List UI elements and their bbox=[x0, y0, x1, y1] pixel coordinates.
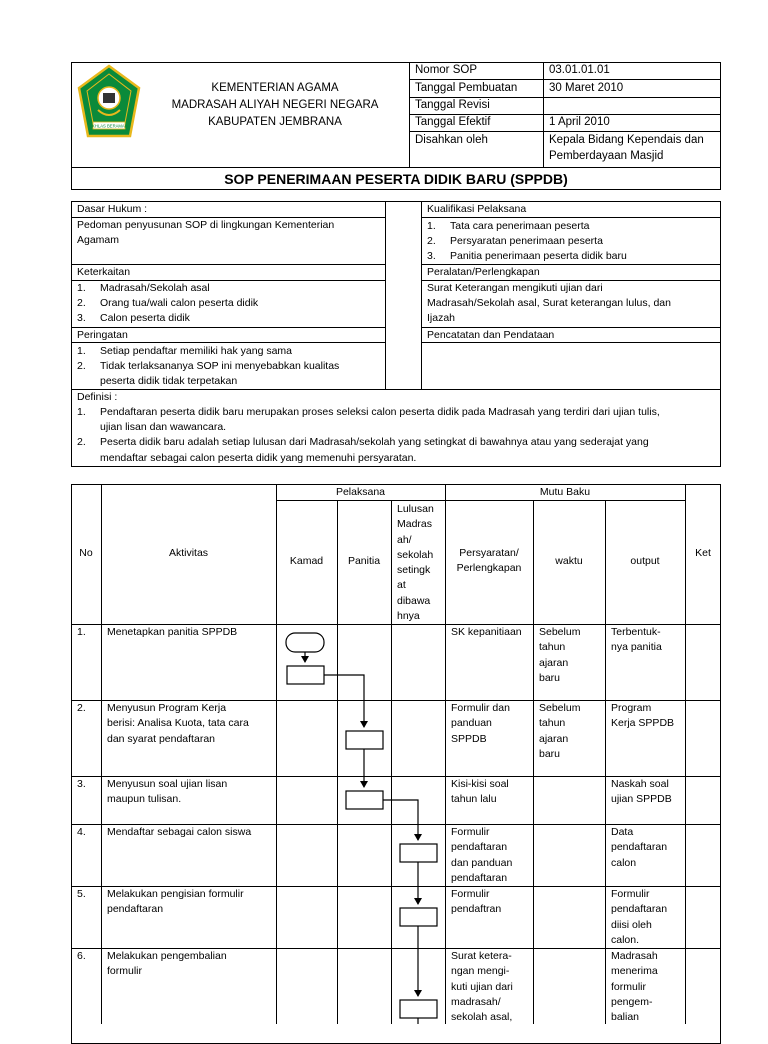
keterkaitan-label: Keterkaitan bbox=[77, 266, 131, 278]
peringatan-item-1: Setiap pendaftar memiliki hak yang sama bbox=[100, 345, 293, 357]
row-5-output: Formulir pendaftaran diisi oleh calon. bbox=[611, 888, 668, 946]
row-2-output: Program Kerja SPPDB bbox=[611, 702, 675, 730]
row-1-aktivitas: Menetapkan panitia SPPDB bbox=[107, 626, 238, 638]
row-2-waktu: Sebelum tahun ajaran baru bbox=[539, 702, 581, 760]
row-1-persyaratan: SK kepanitiaan bbox=[451, 626, 522, 638]
row-6-no: 6. bbox=[77, 950, 86, 962]
pencatatan-label: Pencatatan dan Pendataan bbox=[427, 329, 555, 341]
flow-step-3 bbox=[346, 791, 383, 809]
kualifikasi-label: Kualifikasi Pelaksana bbox=[427, 203, 527, 215]
header-mutu-baku: Mutu Baku bbox=[539, 486, 591, 498]
flow-step-6 bbox=[400, 1000, 437, 1018]
row-6-output: Madrasah menerima formulir pengem- balian bbox=[611, 950, 658, 1024]
peralatan-label: Peralatan/Perlengkapan bbox=[427, 266, 540, 278]
kualifikasi-item-1: Tata cara penerimaan peserta bbox=[450, 220, 590, 232]
definisi-label: Definisi : bbox=[77, 391, 118, 403]
peralatan-text-3: Ijazah bbox=[427, 312, 456, 324]
page-title: SOP PENERIMAAN PESERTA DIDIK BARU (SPPDB) bbox=[224, 171, 568, 187]
row-2-persyaratan: Formulir dan panduan SPPDB bbox=[451, 702, 510, 745]
flow-start-terminator bbox=[286, 633, 324, 652]
row-1-no: 1. bbox=[77, 626, 86, 638]
row-5-no: 5. bbox=[77, 888, 86, 900]
dasar-hukum-text-1: Pedoman penyusunan SOP di lingkungan Kementerian bbox=[77, 219, 335, 231]
flow-step-1 bbox=[287, 666, 324, 684]
meta-label-pembuatan: Tanggal Pembuatan bbox=[415, 82, 518, 94]
peralatan-text-2: Madrasah/Sekolah asal, Surat keterangan lulus, dan bbox=[427, 297, 671, 309]
kualifikasi-item-2: Persyaratan penerimaan peserta bbox=[450, 235, 603, 247]
meta-label-efektif: Tanggal Efektif bbox=[415, 116, 491, 128]
peringatan-item-2: Tidak terlaksananya SOP ini menyebabkan kualitas bbox=[100, 360, 340, 372]
meta-value-disahkan-2: Pemberdayaan Masjid bbox=[549, 150, 664, 162]
header-kamad: Kamad bbox=[289, 555, 324, 567]
kualifikasi-item-3: Panitia penerimaan peserta didik baru bbox=[450, 250, 627, 262]
definisi-item-1b: ujian lisan dan wawancara. bbox=[100, 421, 227, 433]
meta-label-disahkan: Disahkan oleh bbox=[415, 134, 488, 146]
meta-label-revisi: Tanggal Revisi bbox=[415, 99, 490, 111]
org-line-3: KABUPATEN JEMBRANA bbox=[208, 116, 342, 128]
header-persyaratan: Persyaratan/ Perlengkapan bbox=[456, 547, 522, 575]
meta-value-disahkan: Kepala Bidang Kependais dan bbox=[549, 134, 704, 146]
row-3-no: 3. bbox=[77, 778, 86, 790]
row-4-output: Data pendaftaran calon bbox=[611, 826, 668, 869]
row-3-persyaratan: Kisi-kisi soal tahun lalu bbox=[451, 778, 509, 806]
meta-value-nomor: 03.01.01.01 bbox=[549, 64, 610, 76]
peringatan-label: Peringatan bbox=[77, 329, 128, 341]
row-2-no: 2. bbox=[77, 702, 86, 714]
row-1-waktu: Sebelum tahun ajaran baru bbox=[539, 626, 581, 684]
keterkaitan-item-1: Madrasah/Sekolah asal bbox=[100, 282, 210, 294]
header-pelaksana: Pelaksana bbox=[335, 486, 386, 498]
header-waktu: waktu bbox=[555, 555, 583, 567]
logo-motto: IKHLAS BERAMAL bbox=[90, 123, 128, 129]
header-no: No bbox=[79, 547, 93, 559]
flow-step-4 bbox=[400, 844, 437, 862]
definisi-item-1a: Pendaftaran peserta didik baru merupakan proses seleksi calon peserta didik pada Madrasah yang terdiri dari ujian tulis, bbox=[100, 406, 660, 418]
row-3-output: Naskah soal ujian SPPDB bbox=[611, 778, 672, 806]
row-5-persyaratan: Formulir pendaftran bbox=[451, 888, 502, 916]
definisi-item-2b: mendaftar sebagai calon peserta didik yang memenuhi persyaratan. bbox=[100, 452, 417, 464]
row-2-aktivitas: Menyusun Program Kerja berisi: Analisa Kuota, tata cara dan syarat pendaftaran bbox=[107, 702, 249, 745]
row-6-persyaratan: Surat ketera- ngan mengi- kuti ujian dari madrasah/ sekolah asal, bbox=[451, 950, 513, 1024]
flow-step-5 bbox=[400, 908, 437, 926]
org-line-1: KEMENTERIAN AGAMA bbox=[211, 82, 339, 94]
dasar-hukum-text-2: Agamam bbox=[77, 234, 120, 246]
definisi-item-2a: Peserta didik baru adalah setiap lulusan dari Madrasah/sekolah yang setingkat di bawahnya atau yang sederajat yang bbox=[100, 436, 649, 448]
header-output: output bbox=[630, 555, 660, 567]
meta-value-pembuatan: 30 Maret 2010 bbox=[549, 82, 624, 94]
peralatan-text-1: Surat Keterangan mengikuti ujian dari bbox=[427, 282, 603, 294]
peringatan-item-2b: peserta didik tidak terpetakan bbox=[100, 375, 238, 387]
org-line-2: MADRASAH ALIYAH NEGERI NEGARA bbox=[171, 99, 379, 111]
header-lulusan: Lulusan Madras ah/ sekolah setingk at dibawa hnya bbox=[397, 503, 434, 623]
row-3-aktivitas: Menyusun soal ujian lisan maupun tulisan. bbox=[107, 778, 228, 806]
row-6-aktivitas: Melakukan pengembalian formulir bbox=[107, 950, 227, 978]
header-panitia: Panitia bbox=[347, 555, 381, 567]
flow-step-2 bbox=[346, 731, 383, 749]
row-4-aktivitas: Mendaftar sebagai calon siswa bbox=[107, 826, 252, 838]
header-ket: Ket bbox=[695, 547, 711, 559]
keterkaitan-item-2: Orang tua/wali calon peserta didik bbox=[100, 297, 259, 309]
meta-label-nomor: Nomor SOP bbox=[415, 64, 477, 76]
row-4-no: 4. bbox=[77, 826, 86, 838]
meta-value-efektif: 1 April 2010 bbox=[549, 116, 610, 128]
row-5-aktivitas: Melakukan pengisian formulir pendaftaran bbox=[107, 888, 244, 916]
keterkaitan-item-3: Calon peserta didik bbox=[100, 312, 190, 324]
row-1-output: Terbentuk- nya panitia bbox=[611, 626, 662, 654]
row-4-persyaratan: Formulir pendaftaran dan panduan pendaftaran bbox=[451, 826, 513, 884]
dasar-hukum-label: Dasar Hukum : bbox=[77, 203, 148, 215]
header-aktivitas: Aktivitas bbox=[168, 547, 209, 559]
